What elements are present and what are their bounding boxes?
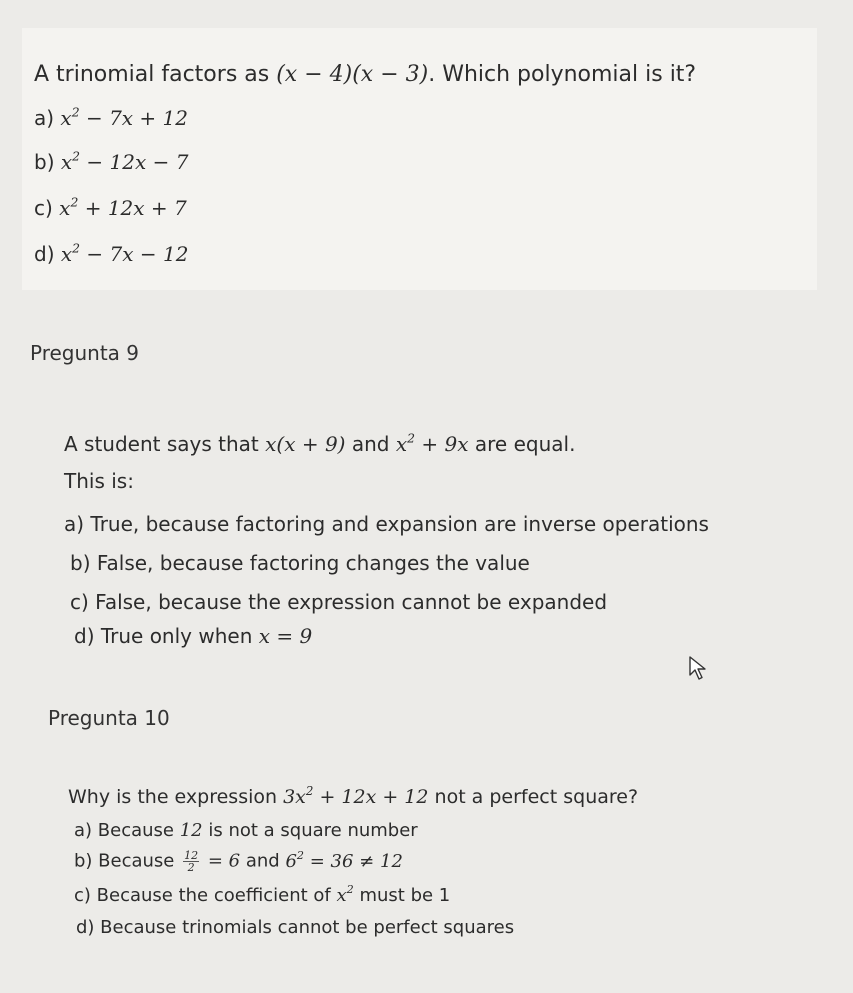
q8-option-b[interactable]: b) $x^2 - 12x - 7$	[34, 148, 189, 174]
q8-stem: A trinomial factors as (x − 4)(x − 3). Which polynomial is it?	[34, 62, 697, 87]
q9-heading: Pregunta 9	[30, 341, 140, 365]
fraction: $\frac{12}{2}$	[184, 849, 199, 874]
mouse-pointer-icon	[688, 655, 710, 681]
q9-option-d[interactable]: d) True only when x = 9	[74, 624, 313, 648]
q9-option-c[interactable]: c) False, because the expression cannot be expanded	[70, 590, 608, 614]
q9-stem: A student says that x(x + 9) and $x^2 + 9x$ are equal.	[64, 430, 576, 456]
q9-option-a[interactable]: a) True, because factoring and expansion are inverse operations	[64, 512, 709, 536]
q10-option-b[interactable]: b) Because $\frac{12}{2}$ = 6 and $6^2 = 36 \ne 12$	[74, 848, 403, 874]
q8-option-d[interactable]: d) $x^2 - 7x - 12$	[34, 240, 189, 266]
q8-option-a[interactable]: a) $x^2 - 7x + 12$	[34, 104, 188, 130]
q8-option-c[interactable]: c) $x^2 + 12x + 7$	[34, 194, 187, 220]
q10-option-a[interactable]: a) Because 12 is not a square number	[74, 820, 418, 841]
q9-option-b[interactable]: b) False, because factoring changes the value	[70, 551, 530, 575]
q10-option-c[interactable]: c) Because the coefficient of $x^2$ must be 1	[74, 883, 451, 906]
q10-option-d[interactable]: d) Because trinomials cannot be perfect squares	[76, 917, 515, 938]
q8-stem-math: (x − 4)(x − 3)	[276, 62, 429, 87]
q10-heading: Pregunta 10	[48, 706, 170, 730]
q10-stem: Why is the expression $3x^2 + 12x + 12$ not a perfect square?	[68, 783, 639, 808]
q9-subline: This is:	[64, 469, 134, 493]
